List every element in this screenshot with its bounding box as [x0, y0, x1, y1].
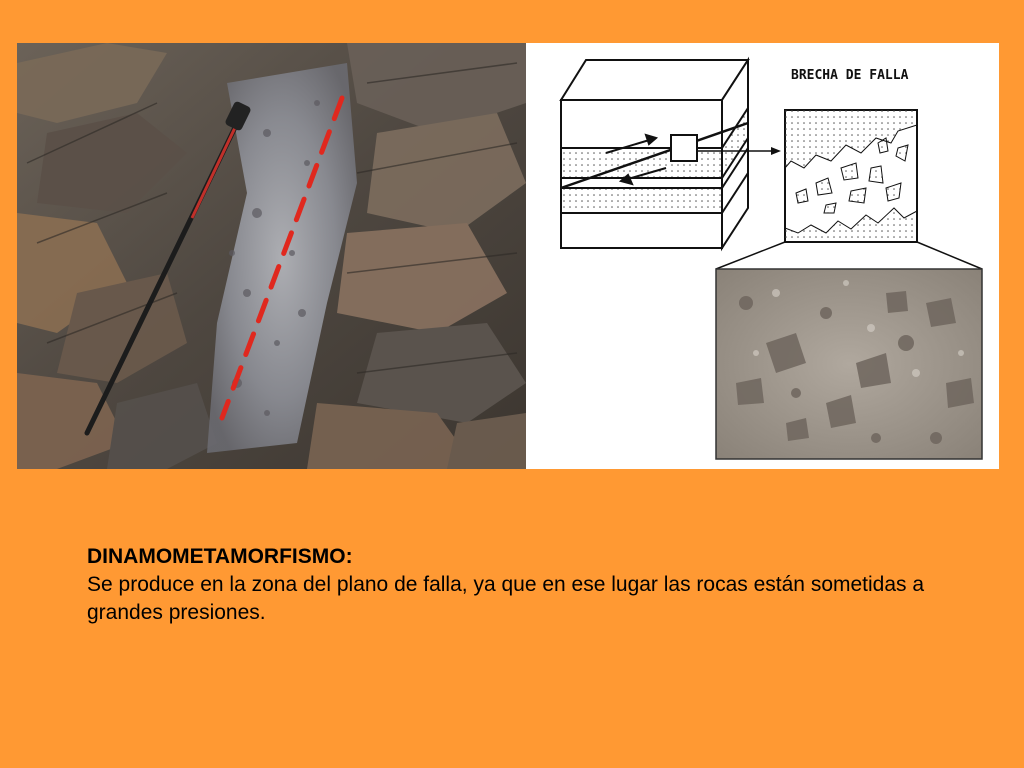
fault-breccia-diagram	[526, 43, 999, 469]
outcrop-photo	[17, 43, 526, 469]
caption-body: Se produce en la zona del plano de falla, ya que en ese lugar las rocas están sometidas a grandes presiones.	[87, 573, 925, 624]
outcrop-illustration	[17, 43, 526, 469]
caption-title: DINAMOMETAMORFISMO:	[87, 545, 353, 568]
block-diagram	[561, 60, 748, 248]
breccia-sample-photo	[716, 269, 982, 459]
breccia-detail-box	[785, 110, 917, 242]
brecha-label: BRECHA DE FALLA	[791, 68, 909, 83]
slide-caption	[87, 543, 947, 627]
